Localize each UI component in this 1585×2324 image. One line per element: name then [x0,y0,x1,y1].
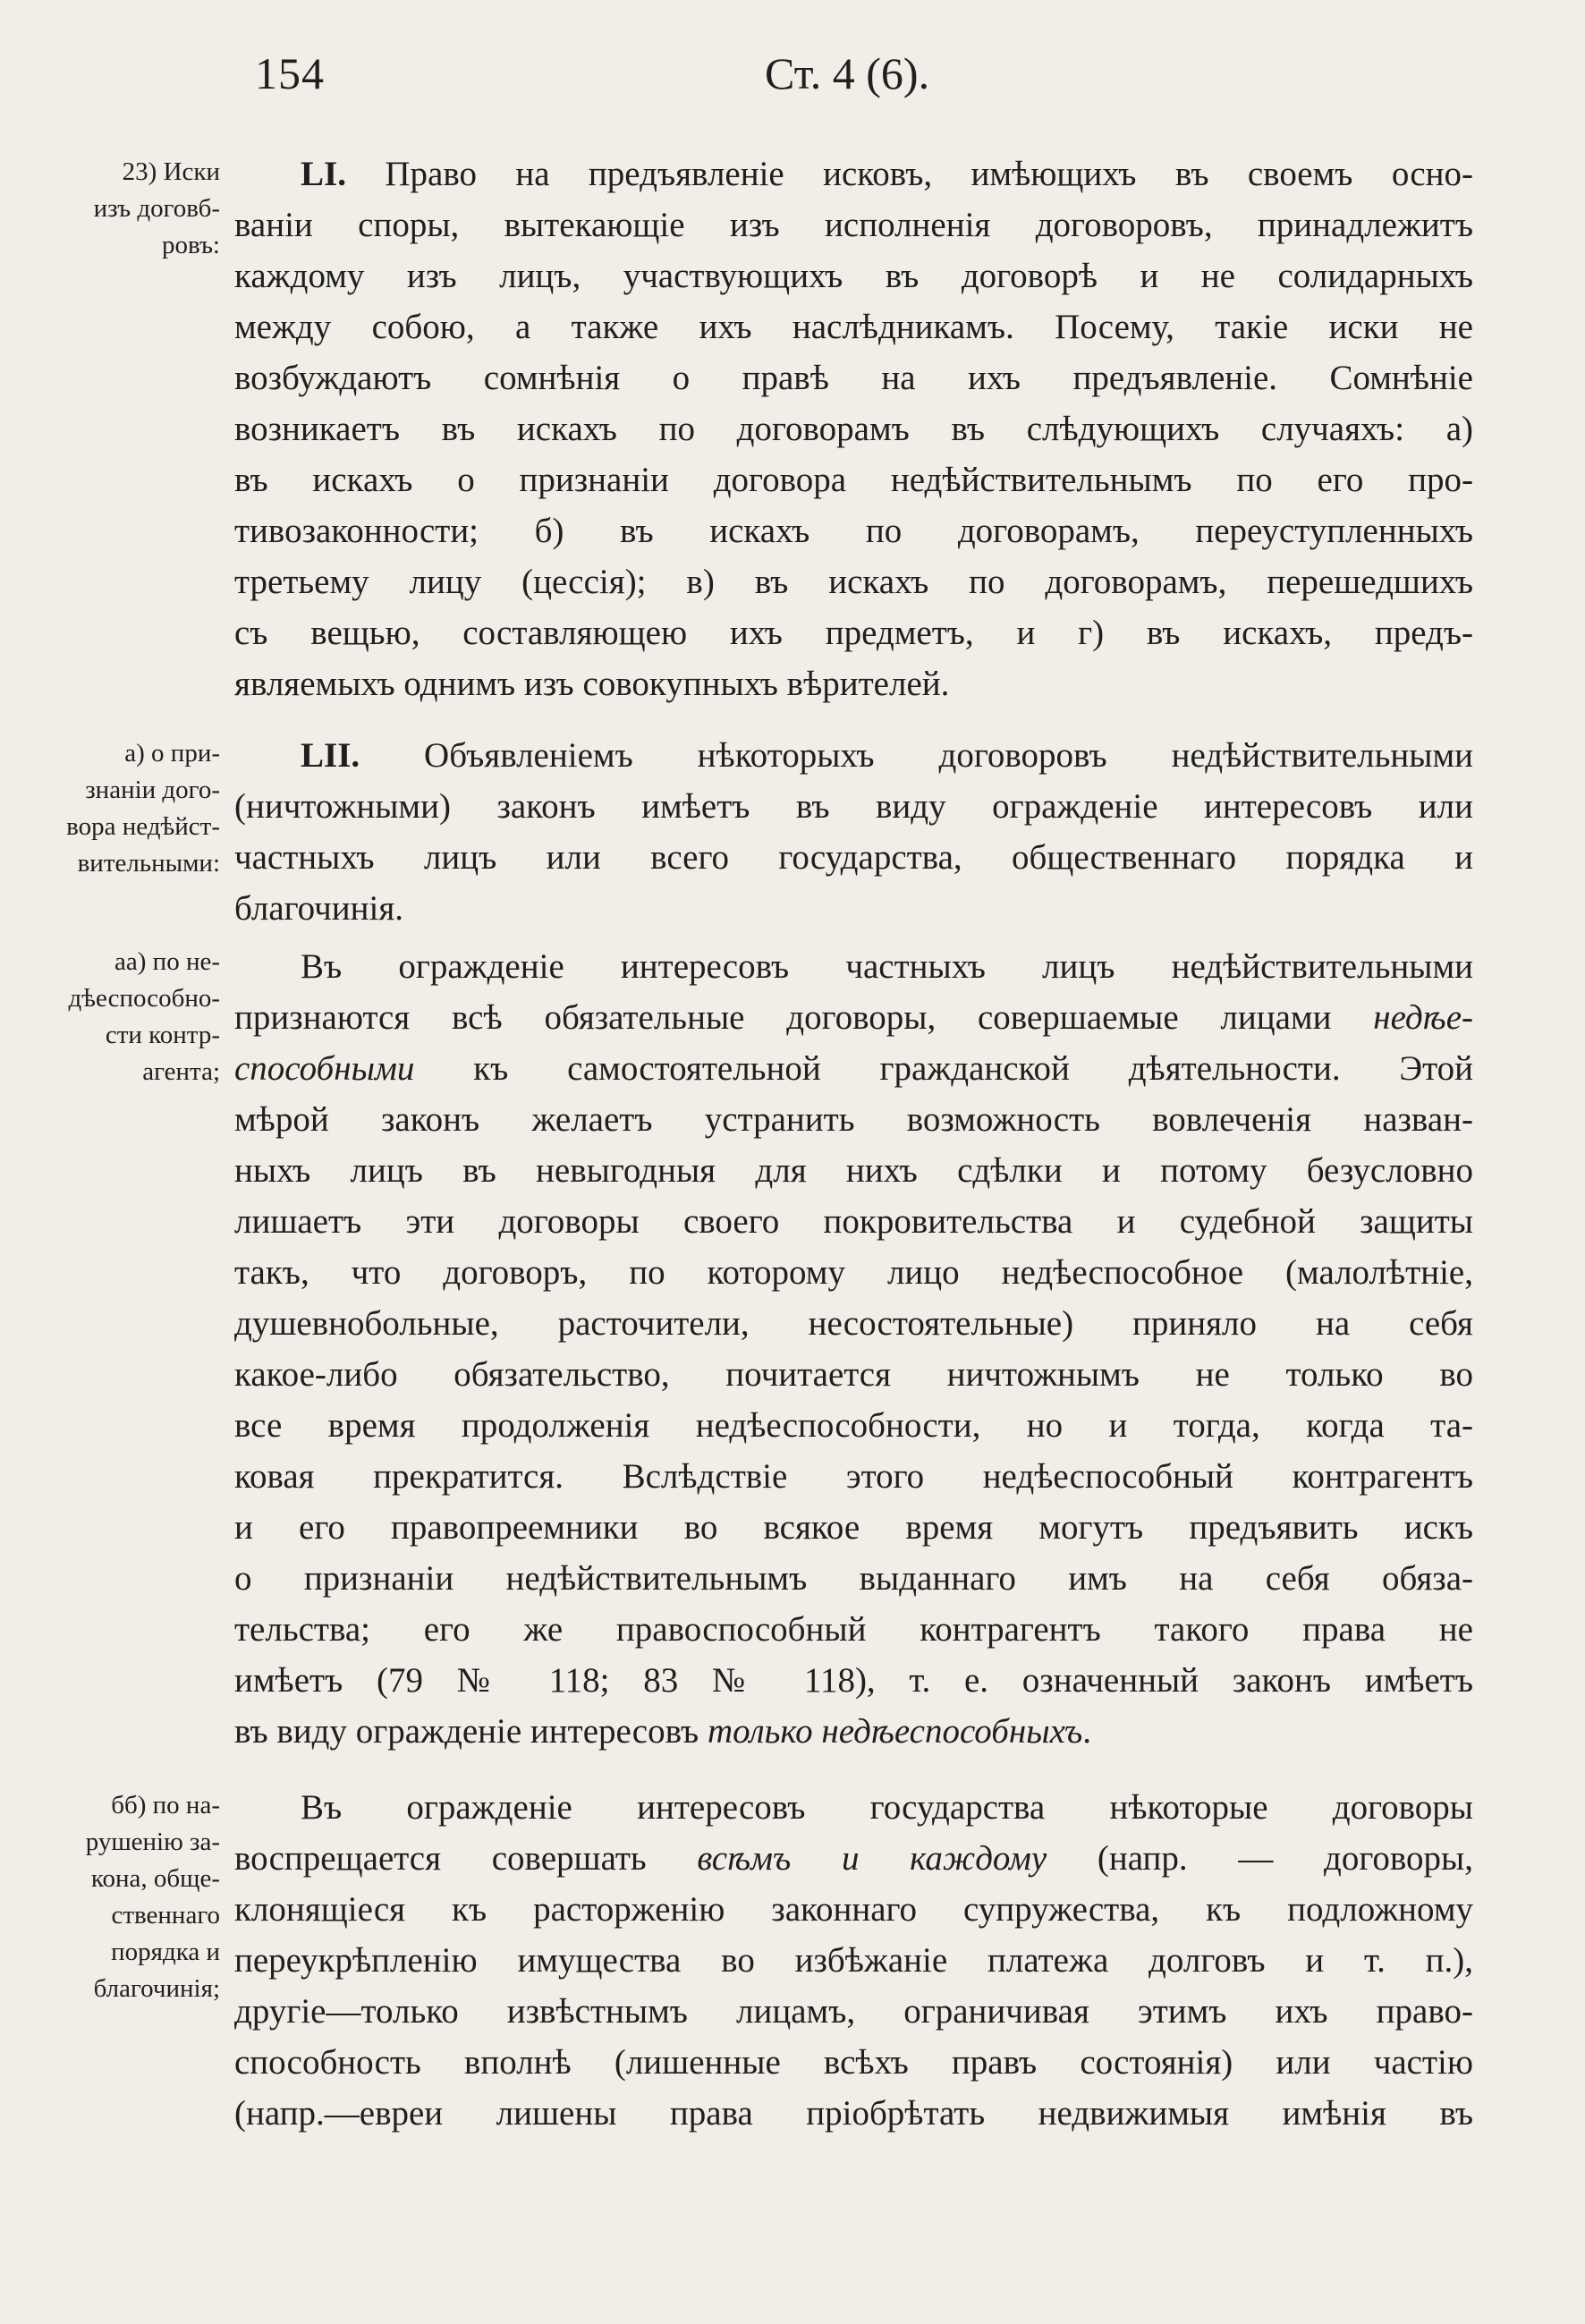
text-line: въ искахъ о признаніи договора недѣйствительнымъ по его про- [234,461,1473,499]
text-line: клонящіеся къ расторженію законнаго супружества, къ подложному [234,1890,1473,1929]
margin-note-line: вора недѣйст- [66,812,220,841]
page-header [0,47,1585,109]
margin-note-line: сти контр- [105,1021,220,1049]
emphasis: способными [234,1049,415,1088]
text-line: переукрѣпленію имущества во избѣжаніе платежа долговъ и т. п.), [234,1941,1473,1980]
text-line: все время продолженія недѣеспособности, но и тогда, когда та- [234,1406,1473,1445]
text-line: частныхъ лицъ или всего государства, общественнаго порядка и [234,838,1473,877]
text-line: ныхъ лицъ въ невыгодныя для нихъ сдѣлки и потому безусловно [234,1151,1473,1190]
paragraph-li [234,148,1473,709]
text-line: ваніи споры, вытекающіе изъ исполненія договоровъ, принадлежитъ [234,206,1473,244]
margin-note-line: бб) по на- [111,1791,220,1819]
paragraph-lii [234,730,1473,934]
margin-note-line: изъ договб- [93,194,220,223]
emphasis: всѣмъ и каждому [697,1839,1047,1878]
margin-note-contract-claims [16,154,220,264]
margin-note-line: ственнаго [111,1901,220,1930]
margin-note-line: благочинія; [93,1974,220,2003]
emphasis: недѣе- [1373,998,1473,1037]
margin-note-public-order [16,1787,220,2007]
emphasis: только недѣеспособныхъ [707,1712,1083,1751]
text-line: съ вещью, составляющею ихъ предметъ, и г) въ искахъ, предъ- [234,614,1473,652]
margin-note-line: кона, обще- [90,1864,220,1893]
margin-note-line: рушенію за- [85,1828,220,1856]
text-line: тивозаконности; б) въ искахъ по договорамъ, переуступленныхъ [234,512,1473,550]
text-line: являемыхъ однимъ изъ совокупныхъ вѣрителей. [234,665,950,703]
text-line: лишаетъ эти договоры своего покровительства и судебной защиты [234,1202,1473,1241]
text-line: LII. Объявленіемъ нѣкоторыхъ договоровъ недѣйствительными [301,736,1473,775]
margin-note-line: порядка и [111,1938,220,1966]
margin-note-line: аа) по не- [114,947,220,976]
text-line: другіе—только извѣстнымъ лицамъ, ограничивая этимъ ихъ право- [234,1992,1473,2031]
text-line: какое-либо обязательство, почитается ничтожнымъ не только во [234,1355,1473,1394]
text-line: имѣетъ (79 № 118; 83 № 118), т. е. означенный законъ имѣетъ [234,1661,1473,1700]
text-line: признаются всѣ обязательные договоры, совершаемые лицами недѣе- [234,998,1473,1037]
page-number: 154 [255,48,325,98]
margin-note-incapacity [16,944,220,1090]
text-line: возбуждаютъ сомнѣнія о правѣ на ихъ предъявленіе. Сомнѣніе [234,359,1473,397]
text-line: LI. Право на предъявленіе исковъ, имѣющихъ въ своемъ осно- [301,155,1473,193]
text-line: (ничтожными) законъ имѣетъ въ виду огражденіе интересовъ или [234,787,1473,826]
text-line: ковая прекратится. Вслѣдствіе этого недѣеспособный контрагентъ [234,1457,1473,1496]
text-line: способными къ самостоятельной гражданской дѣятельности. Этой [234,1049,1473,1088]
text-line: (напр.—евреи лишены права пріобрѣтать недвижимыя имѣнія въ [234,2094,1473,2133]
text-line: благочинія. [234,889,404,928]
text-line: въ виду огражденіе интересовъ только недѣеспособныхъ. [234,1712,1091,1751]
text-line: тельства; его же правоспособный контрагентъ такого права не [234,1610,1473,1649]
text-line: между собою, а также ихъ наслѣдникамъ. Посему, такіе иски не [234,308,1473,346]
text-line: Въ огражденіе интересовъ государства нѣкоторые договоры [301,1788,1473,1827]
paragraph-state-interests [234,1782,1473,2139]
text-line: способность вполнѣ (лишенные всѣхъ правъ состоянія) или частію [234,2043,1473,2082]
margin-note-line: ровъ: [161,231,220,259]
text-line: такъ, что договоръ, по которому лицо недѣеспособное (малолѣтніе, [234,1253,1473,1292]
running-title: Ст. 4 (6). [765,48,930,98]
margin-note-line: вительными: [77,849,220,878]
text-line: воспрещается совершать всѣмъ и каждому (напр. — договоры, [234,1839,1473,1878]
text-line: о признаніи недѣйствительнымъ выданнаго имъ на себя обяза- [234,1559,1473,1598]
paragraph-private-persons [234,941,1473,1757]
paragraph-number: LI. [301,155,346,193]
paragraph-number: LII. [301,736,360,775]
text-line: каждому изъ лицъ, участвующихъ въ договорѣ и не солидарныхъ [234,257,1473,295]
text-line: и его правопреемники во всякое время могутъ предъявить искъ [234,1508,1473,1547]
text-line: Въ огражденіе интересовъ частныхъ лицъ недѣйствительными [301,947,1473,986]
margin-note-invalidity [16,735,220,882]
text-line: мѣрой законъ желаетъ устранить возможность вовлеченія назван- [234,1100,1473,1139]
text-line: третьему лицу (цессія); в) въ искахъ по договорамъ, перешедшихъ [234,563,1473,601]
text-line: душевнобольные, расточители, несостоятельные) приняло на себя [234,1304,1473,1343]
margin-note-line: знаніи дого- [85,776,220,804]
margin-note-line: а) о при- [124,739,220,768]
text-line: возникаетъ въ искахъ по договорамъ въ слѣдующихъ случаяхъ: а) [234,410,1473,448]
margin-note-line: агента; [142,1057,220,1086]
margin-note-line: дѣеспособно- [68,984,220,1013]
margin-note-line: 23) Иски [122,157,220,186]
